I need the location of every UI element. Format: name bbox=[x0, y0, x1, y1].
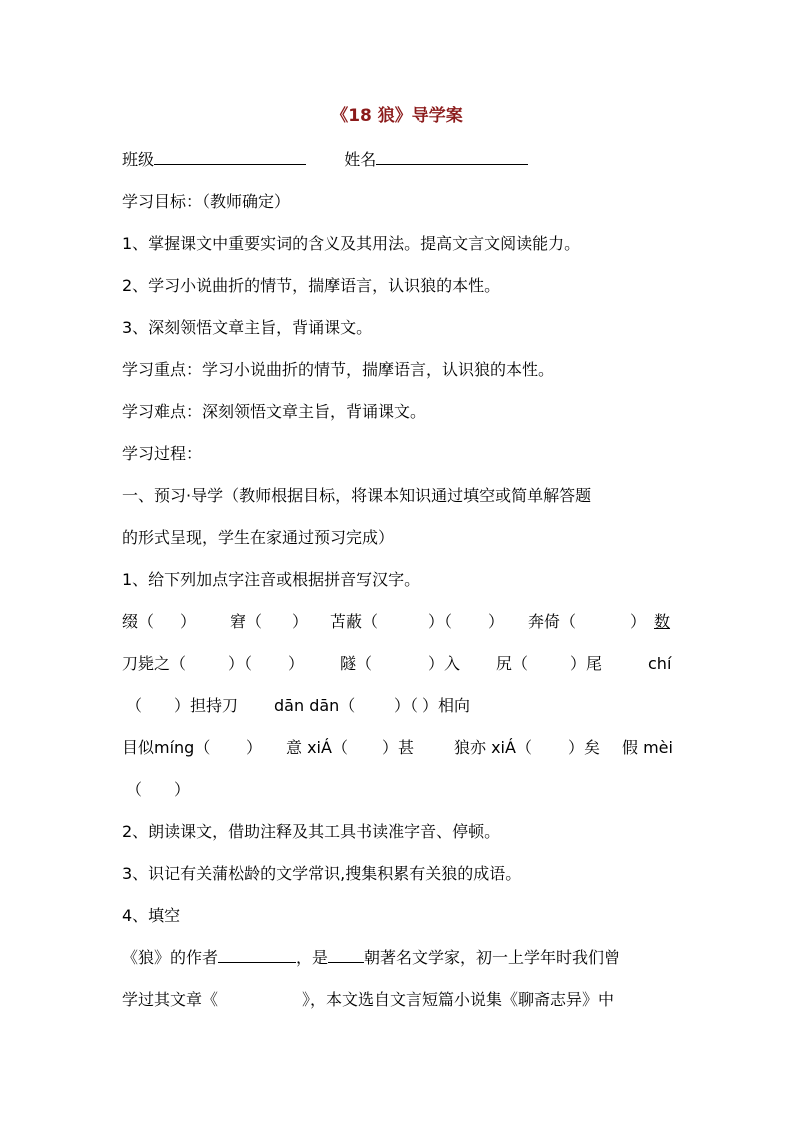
goal-2: 2、学习小说曲折的情节，揣摩语言，认识狼的本性。 bbox=[122, 276, 501, 295]
item: 苫蔽（ bbox=[330, 612, 379, 631]
process-heading: 学习过程： bbox=[122, 444, 203, 463]
item: ）甚 bbox=[382, 738, 415, 757]
author-blank[interactable] bbox=[218, 948, 296, 963]
item: （ bbox=[126, 780, 143, 799]
fill-text: ，是 bbox=[296, 948, 329, 967]
item: ）担持刀 bbox=[174, 696, 239, 715]
goal-1: 1、掌握课文中重要实词的含义及其用法。提高文言文阅读能力。 bbox=[122, 234, 581, 253]
task-2: 2、朗读课文，借助注释及其工具书读准字音、停顿。 bbox=[122, 822, 501, 841]
item: ）矣 bbox=[568, 738, 601, 757]
fill-text: 《狼》的作者 bbox=[122, 948, 219, 967]
goals-heading: 学习目标：（教师确定） bbox=[122, 192, 291, 211]
item: （ bbox=[126, 696, 143, 715]
name-label: 姓名 bbox=[344, 150, 377, 169]
key-point: 学习重点：学习小说曲折的情节，揣摩语言，认识狼的本性。 bbox=[122, 360, 555, 379]
item: 窘（ bbox=[230, 612, 263, 631]
item: 目似míng（ bbox=[122, 738, 211, 757]
item: ） bbox=[630, 612, 647, 631]
item: 奔倚（ bbox=[528, 612, 577, 631]
difficulty: 学习难点：深刻领悟文章主旨，背诵课文。 bbox=[122, 402, 427, 421]
fill-line-2 bbox=[122, 990, 614, 1010]
task-3: 3、识记有关蒲松龄的文学常识,搜集积累有关狼的成语。 bbox=[122, 864, 522, 883]
item: ） bbox=[292, 612, 309, 631]
class-blank[interactable] bbox=[154, 150, 306, 165]
item: dān dān（ bbox=[274, 696, 356, 715]
item: 刀毙之（ bbox=[122, 654, 187, 673]
goal-3: 3、深刻领悟文章主旨，背诵课文。 bbox=[122, 318, 373, 337]
preview-line-2: 的形式呈现，学生在家通过预习完成） bbox=[122, 528, 395, 547]
task-1: 1、给下列加点字注音或根据拼音写汉字。 bbox=[122, 570, 421, 589]
item: chí bbox=[648, 654, 672, 673]
fill-text: 朝著名文学家，初一上学年时我们曾 bbox=[364, 948, 621, 967]
item: 狼亦 xiÁ（ bbox=[454, 738, 532, 757]
item: ） bbox=[288, 654, 305, 673]
item: 数 bbox=[654, 612, 671, 631]
item: 隧（ bbox=[340, 654, 373, 673]
item: ）（ bbox=[228, 654, 253, 673]
item: ） bbox=[488, 612, 505, 631]
item: 尻（ bbox=[496, 654, 529, 673]
header-fields bbox=[122, 150, 528, 170]
item: 假 mèi bbox=[622, 738, 673, 757]
dynasty-blank[interactable] bbox=[328, 948, 364, 963]
item: ）尾 bbox=[570, 654, 603, 673]
item: 意 xiÁ（ bbox=[286, 738, 348, 757]
preview-line-1: 一、预习·导学（教师根据目标，将课本知识通过填空或简单解答题 bbox=[122, 486, 592, 505]
item: ） bbox=[246, 738, 263, 757]
item: ）（ bbox=[428, 612, 453, 631]
class-label: 班级 bbox=[122, 150, 155, 169]
item: ）（ bbox=[394, 696, 419, 715]
task-4: 4、填空 bbox=[122, 906, 181, 925]
item: ） bbox=[180, 612, 197, 631]
item: ）入 bbox=[428, 654, 461, 673]
fill-text: 学过其文章《 bbox=[122, 990, 219, 1009]
fill-text: 》，本文选自文言短篇小说集《聊斋志异》中 bbox=[302, 990, 615, 1009]
fill-line-1 bbox=[122, 948, 620, 968]
item: ）相向 bbox=[422, 696, 471, 715]
page-title: 《18 狼》导学案 bbox=[331, 106, 463, 126]
item: ） bbox=[174, 780, 191, 799]
item: 缀（ bbox=[122, 612, 155, 631]
name-blank[interactable] bbox=[376, 150, 528, 165]
